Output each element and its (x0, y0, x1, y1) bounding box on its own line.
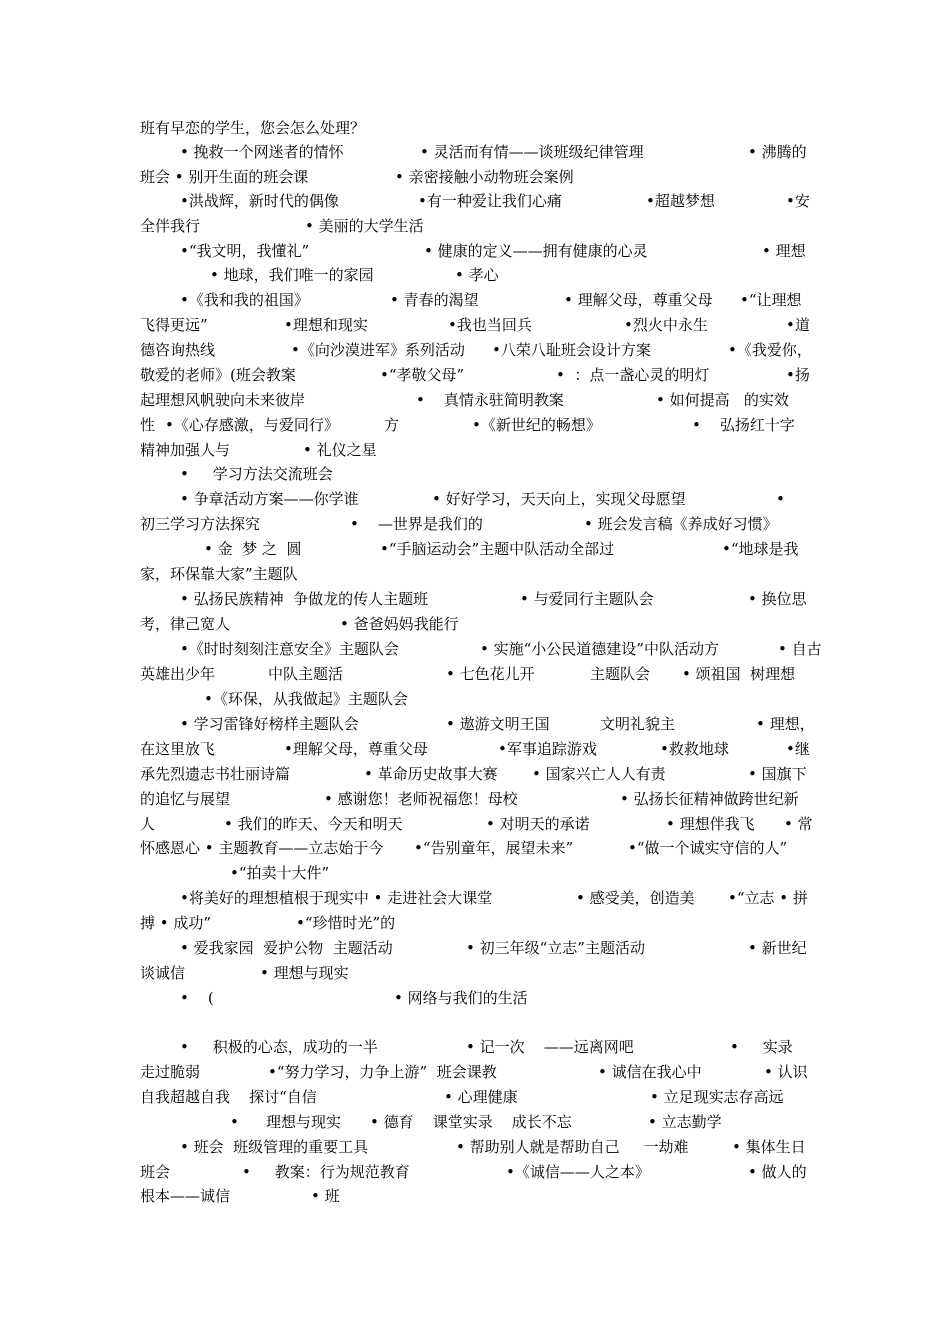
text-run: • 真情永驻简明教案 (416, 391, 564, 409)
text-run: 性 (140, 416, 156, 434)
text-line (0, 562, 950, 587)
text-run: • 礼仪之星 (303, 441, 377, 459)
text-run: • 新世纪 (748, 939, 807, 957)
text-run: •《我爱你， (728, 341, 812, 359)
text-run: •我也当回兵 (448, 316, 532, 334)
text-run: •“珍惜时光”的 (296, 914, 396, 932)
text-run: 谈诚信 (140, 964, 186, 982)
text-line (0, 487, 950, 512)
text-run: •“让理想 (740, 291, 802, 309)
text-run: •理解父母，尊重父母 (284, 740, 428, 758)
text-line (0, 1135, 950, 1160)
text-line (0, 637, 950, 662)
text-run: •道 (786, 316, 810, 334)
text-line (0, 413, 950, 438)
text-line (0, 737, 950, 762)
text-run: • 感受美，创造美 (576, 889, 695, 907)
text-line (0, 116, 950, 141)
text-run: • 班会 班级管理的重要工具 (180, 1138, 369, 1156)
text-run: • 帮助别人就是帮助自己 一劫难 (456, 1138, 689, 1156)
text-run: • 与爱同行主题队会 (520, 590, 654, 608)
text-line (0, 1110, 950, 1135)
text-run: •“立志 • 拼 (728, 889, 808, 907)
text-run: 德咨询热线 (140, 341, 216, 359)
text-line (0, 537, 950, 562)
text-run: •“做一个诚实守信的人” (628, 839, 788, 857)
text-run: • 网络与我们的生活 (394, 989, 528, 1007)
text-run: • 争章活动方案——你学谁 (180, 490, 359, 508)
text-run: 起理想风帆驶向未来彼岸 (140, 391, 306, 409)
text-run: • 实录 (730, 1038, 793, 1056)
text-line (0, 1060, 950, 1085)
text-run: 班会 (140, 1163, 171, 1181)
text-run: •烈火中永生 (624, 316, 708, 334)
text-line (0, 986, 950, 1011)
text-run: • 美丽的大学生活 (305, 217, 424, 235)
text-run: • 理想 (762, 242, 806, 260)
text-run: •八荣八耻班会设计方案 (492, 341, 651, 359)
text-run: • 理想伴我飞 (666, 815, 755, 833)
text-run: 怀感恩心 • 主题教育——立志始于今 (140, 839, 384, 857)
text-run: •“孝敬父母” (380, 366, 465, 384)
text-run: • 班会发言稿《养成好习惯》 (584, 515, 778, 533)
text-run: •超越梦想 (646, 192, 715, 210)
text-run: •安 (786, 192, 810, 210)
text-run: 人 (140, 815, 156, 833)
text-run: • 立志勤学 (648, 1113, 722, 1131)
text-run: • 立足现实志存高远 (650, 1088, 784, 1106)
text-line (0, 787, 950, 812)
text-run: • 健康的定义——拥有健康的心灵 (424, 242, 648, 260)
text-line (0, 363, 950, 388)
text-line (0, 687, 950, 712)
text-run: • 集体生日 (732, 1138, 806, 1156)
text-run: • 孝心 (455, 266, 499, 284)
text-line (0, 836, 950, 861)
text-line (0, 612, 950, 637)
text-run: • 七色花儿开 (446, 665, 535, 683)
text-run: •《环保，从我做起》主题队会 (204, 690, 408, 708)
text-line (0, 462, 950, 487)
text-run: • (230, 1113, 239, 1131)
text-run: • 换位思 (748, 590, 807, 608)
text-run: • 理解父母，尊重父母 (564, 291, 713, 309)
text-run: •“拍卖十大件” (230, 864, 330, 882)
text-line (0, 961, 950, 986)
text-line (0, 288, 950, 313)
text-run: • 弘扬长征精神做跨世纪新 (620, 790, 799, 808)
text-run: 飞得更远” (140, 316, 208, 334)
text-line (0, 263, 950, 288)
text-line (0, 438, 950, 463)
text-run: • 颂祖国 树理想 (682, 665, 796, 683)
text-run: • 我们的昨天、今天和明天 (224, 815, 403, 833)
text-run: • 金 梦 之 圆 (204, 540, 302, 558)
text-run: • 爸爸妈妈我能行 (340, 615, 459, 633)
text-run: 承先烈遗志书壮丽诗篇 (140, 765, 291, 783)
text-run: • ( (180, 989, 214, 1007)
text-run: •救救地球 (660, 740, 729, 758)
text-run: 初三学习方法探究 (140, 515, 261, 533)
text-run: •“告别童年，展望未来” (414, 839, 574, 857)
text-run: • 沸腾的 (748, 143, 807, 161)
text-line (0, 512, 950, 537)
text-run: • (776, 490, 785, 508)
text-run: • 灵活而有情——谈班级纪律管理 (420, 143, 644, 161)
text-run: 家，环保靠大家”主题队 (140, 565, 298, 583)
text-line (0, 812, 950, 837)
text-run: • —世界是我们的 (350, 515, 483, 533)
text-run: 精神加强人与 (140, 441, 231, 459)
text-line (0, 911, 950, 936)
text-run: • 挽救一个网迷者的情怀 (180, 143, 344, 161)
text-run: •《诚信——人之本》 (506, 1163, 650, 1181)
text-line (0, 936, 950, 961)
text-line (0, 1085, 950, 1110)
text-run: 文明礼貌主 (600, 715, 676, 733)
text-run: • 亲密接触小动物班会案例 (395, 168, 574, 186)
text-run: •《时时刻刻注意安全》主题队会 (180, 640, 399, 658)
text-line (0, 861, 950, 886)
text-line (0, 140, 950, 165)
text-run: • 对明天的承诺 (486, 815, 590, 833)
text-run: • ：点一盏心灵的明灯 (556, 366, 710, 384)
text-run: • 常 (784, 815, 813, 833)
text-run: 敬爱的老师》(班会教案 (140, 366, 296, 384)
text-line (0, 214, 950, 239)
text-run: • 学习雷锋好榜样主题队会 (180, 715, 359, 733)
text-run: •“我文明，我懂礼” (180, 242, 310, 260)
text-run: • 德育 课堂实录 成长不忘 (370, 1113, 572, 1131)
text-run: • 做人的 (748, 1163, 807, 1181)
text-run: 搏 • 成功” (140, 914, 212, 932)
text-run: •理想和现实 (284, 316, 368, 334)
text-run: • 教案：行为规范教育 (242, 1163, 410, 1181)
text-run: •《向沙漠进军》系列活动 (291, 341, 465, 359)
text-line (0, 662, 950, 687)
text-line (0, 165, 950, 190)
text-run: • 遨游文明王国 (446, 715, 550, 733)
text-run: •扬 (786, 366, 810, 384)
text-run: • 实施“小公民道德建设”中队活动方 (480, 640, 719, 658)
text-line (0, 1035, 950, 1060)
text-run: • 自古 (778, 640, 822, 658)
text-run: • 弘扬红十字 (692, 416, 795, 434)
text-run: • 如何提高 的实效 (656, 391, 789, 409)
text-run: • 班 (311, 1187, 340, 1205)
text-run: •有一种爱让我们心痛 (418, 192, 562, 210)
text-line (0, 762, 950, 787)
text-run: 的追忆与展望 (140, 790, 231, 808)
text-line (0, 886, 950, 911)
text-run: •继 (786, 740, 810, 758)
text-run: • 理想与现实 (260, 964, 349, 982)
text-run: •将美好的理想植根于现实中 • 走进社会大课堂 (180, 889, 493, 907)
text-run: •《新世纪的畅想》 (472, 416, 601, 434)
text-run: • 理想， (756, 715, 815, 733)
text-run: •“手脑运动会”主题中队活动全部过 (380, 540, 615, 558)
text-run: • 爱我家园 爱护公物 主题活动 (180, 939, 393, 957)
text-run: •《我和我的祖国》 (180, 291, 309, 309)
text-run: • 初三年级“立志”主题活动 (466, 939, 645, 957)
text-line (0, 338, 950, 363)
text-line (0, 587, 950, 612)
text-run: • 学习方法交流班会 (180, 465, 333, 483)
text-run: • 弘扬民族精神 争做龙的传人主题班 (180, 590, 429, 608)
text-run: 自我超越自我 探讨“自信 (140, 1088, 317, 1106)
text-run: 英雄出少年 (140, 665, 216, 683)
text-run: • 记一次 ——远离网吧 (466, 1038, 634, 1056)
text-line (0, 239, 950, 264)
text-run: 主题队会 (590, 665, 651, 683)
text-run: • 心理健康 (444, 1088, 518, 1106)
text-run: 考，律己宽人 (140, 615, 231, 633)
text-run: • 好好学习，天天向上，实现父母愿望 (432, 490, 686, 508)
text-run: 班有早恋的学生，您会怎么处理？ (140, 119, 366, 137)
text-run: 理想与现实 (266, 1113, 342, 1131)
text-line (0, 712, 950, 737)
text-run: •“努力学习，力争上游” 班会课教 (268, 1063, 497, 1081)
text-run: •《心存感激，与爱同行》 (165, 416, 339, 434)
text-run: • 诚信在我心中 (598, 1063, 702, 1081)
text-run: 在这里放飞 (140, 740, 216, 758)
text-run: •洪战辉，新时代的偶像 (180, 192, 339, 210)
text-run: • 积极的心态，成功的一半 (180, 1038, 378, 1056)
text-run: 全伴我行 (140, 217, 201, 235)
text-run: • 国旗下 (748, 765, 807, 783)
text-run: 中队主题活 (268, 665, 344, 683)
text-line (0, 1160, 950, 1185)
text-run: •“地球是我 (722, 540, 799, 558)
text-line (0, 1184, 950, 1209)
text-run: 方 (384, 416, 400, 434)
text-run: •军事追踪游戏 (498, 740, 597, 758)
text-run: • 认识 (764, 1063, 808, 1081)
text-run: 班会 • 别开生面的班会课 (140, 168, 309, 186)
text-run: 走过脆弱 (140, 1063, 201, 1081)
text-run: • 感谢您！老师祝福您！母校 (324, 790, 518, 808)
text-line (0, 388, 950, 413)
text-run: • 地球，我们唯一的家园 (210, 266, 374, 284)
text-line (0, 189, 950, 214)
text-run: 根本——诚信 (140, 1187, 231, 1205)
text-line (0, 313, 950, 338)
text-run: • 国家兴亡人人有责 (532, 765, 666, 783)
text-run: • 青春的渴望 (390, 291, 479, 309)
text-run: • 革命历史故事大赛 (364, 765, 498, 783)
